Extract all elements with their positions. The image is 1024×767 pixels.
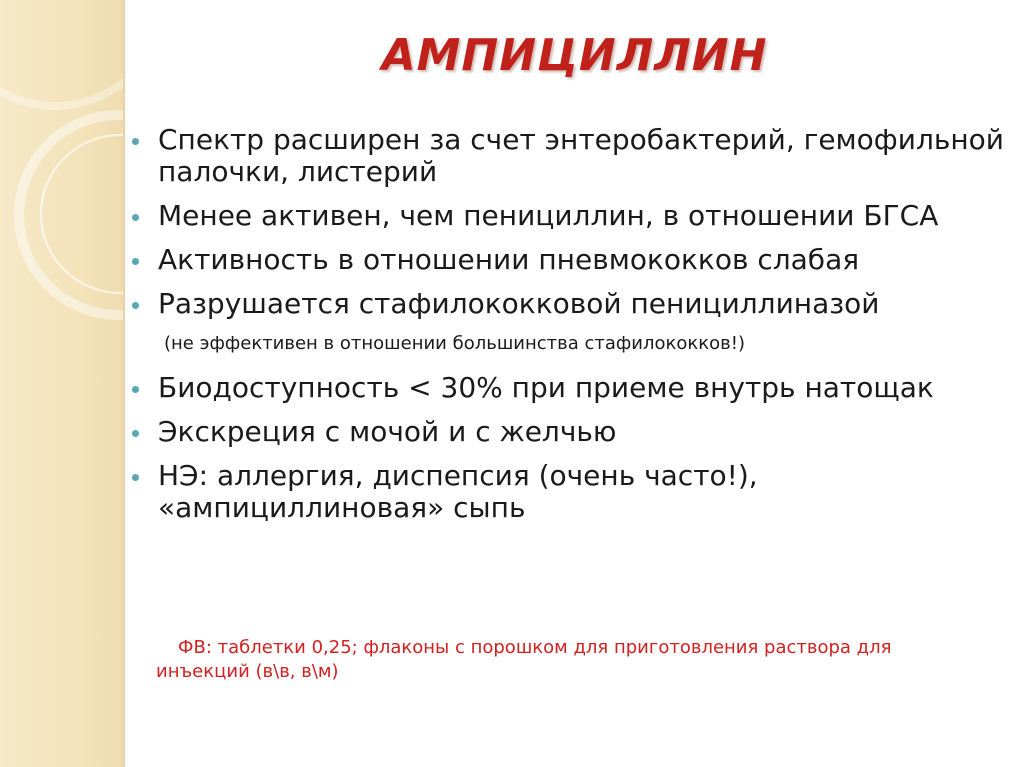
bullet-icon [132,258,139,265]
bullet-icon [132,474,139,481]
decorative-ring-top [0,0,125,110]
bullet-item [128,372,1008,404]
decorative-sidebar [0,0,125,767]
bullet-list [128,124,1008,536]
bullet-item [128,244,1008,276]
bullet-item [128,200,1008,232]
bullet-icon [132,386,139,393]
slide-title: АМПИЦИЛЛИН [381,30,768,81]
bullet-text: Менее активен, чем пенициллин, в отношении БГСА [158,199,939,232]
bullet-item [128,288,1008,320]
bullet-note: (не эффективен в отношении большинства стафилококков!) [164,333,746,354]
footnote [156,636,916,684]
bullet-item [128,124,1008,188]
bullet-text: Разрушается стафилококковой пенициллиназой [158,287,880,320]
bullet-text: НЭ: аллергия, диспепсия (очень часто!), «ампициллиновая» сыпь [158,459,758,524]
bullet-icon [132,430,139,437]
bullet-icon [132,138,139,145]
bullet-text: Спектр расширен за счет энтеробактерий, гемофильной палочки, листерий [158,123,1004,188]
bullet-text: Биодоступность < 30% при приеме внутрь натощак [158,371,934,404]
footnote-text: ФВ: таблетки 0,25; флаконы с порошком для приготовления раствора для инъекций (в\в, в\м) [156,637,892,682]
bullet-text: Активность в отношении пневмококков слабая [158,243,860,276]
bullet-icon [132,302,139,309]
sidebar-divider [123,0,125,767]
bullet-icon [132,214,139,221]
bullet-text: Экскреция с мочой и с желчью [158,415,617,448]
bullet-item [128,460,1008,524]
bullet-item [128,416,1008,448]
